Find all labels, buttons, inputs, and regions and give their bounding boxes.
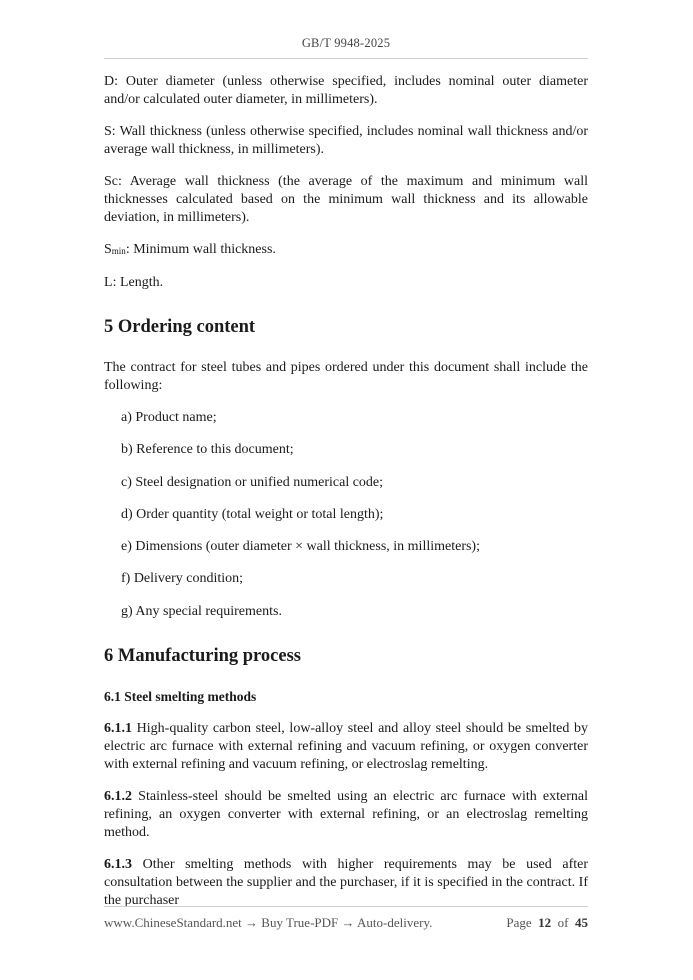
definition-s: S: Wall thickness (unless otherwise specified, includes nominal wall thickness and/or average wall thickness, in millimeters).	[104, 124, 588, 157]
page-counter: Page 12 of 45	[506, 915, 588, 930]
footer-divider	[104, 906, 588, 907]
definition-l: L: Length.	[104, 275, 164, 290]
section-6-heading: 6 Manufacturing process	[104, 645, 301, 666]
list-item: g) Any special requirements.	[121, 603, 282, 619]
list-item: d) Order quantity (total weight or total length);	[121, 506, 384, 522]
section-5-intro: The contract for steel tubes and pipes ordered under this document shall include the following:	[104, 360, 588, 393]
section-5-heading: 5 Ordering content	[104, 317, 256, 337]
page-body	[104, 73, 588, 924]
footer-link[interactable]: www.ChineseStandard.net → Buy True-PDF → Auto-delivery.	[104, 915, 433, 930]
list-item: a) Product name;	[121, 410, 217, 425]
list-item: c) Steel designation or unified numerical code;	[121, 474, 384, 490]
definition-d: D: Outer diameter (unless otherwise specified, includes nominal outer diameter and/or calculated outer diameter, in millimeters).	[104, 74, 588, 107]
clause-6-1-3: 6.1.3 Other smelting methods with higher requirements may be used after consultation between the supplier and the purchaser, if it is specified in the contract. If the purchaser	[104, 856, 588, 908]
clause-6-1-2: 6.1.2 Stainless-steel should be smelted using an electric arc furnace with external refining, an oxygen converter with external refining, or an electroslag remelting method.	[104, 788, 588, 840]
list-item: f) Delivery condition;	[121, 571, 244, 587]
section-6-1-heading: 6.1 Steel smelting methods	[104, 688, 257, 704]
list-item: e) Dimensions (outer diameter × wall thickness, in millimeters);	[121, 539, 480, 555]
definition-sc: Sc: Average wall thickness (the average of the maximum and minimum wall thicknesses calculated based on the minimum wall thickness and its allowable deviation, in millimeters).	[104, 174, 588, 225]
clause-6-1-1: 6.1.1 High-quality carbon steel, low-alloy steel and alloy steel should be smelted by electric arc furnace with external refining and vacuum refining, or oxygen converter with external refining and vacuum refining, or electroslag remelting.	[104, 720, 588, 772]
running-header: GB/T 9948-2025	[301, 36, 391, 50]
list-item: b) Reference to this document;	[121, 442, 294, 458]
header-divider	[104, 58, 588, 59]
definition-smin: Smin: Minimum wall thickness.	[104, 242, 276, 257]
